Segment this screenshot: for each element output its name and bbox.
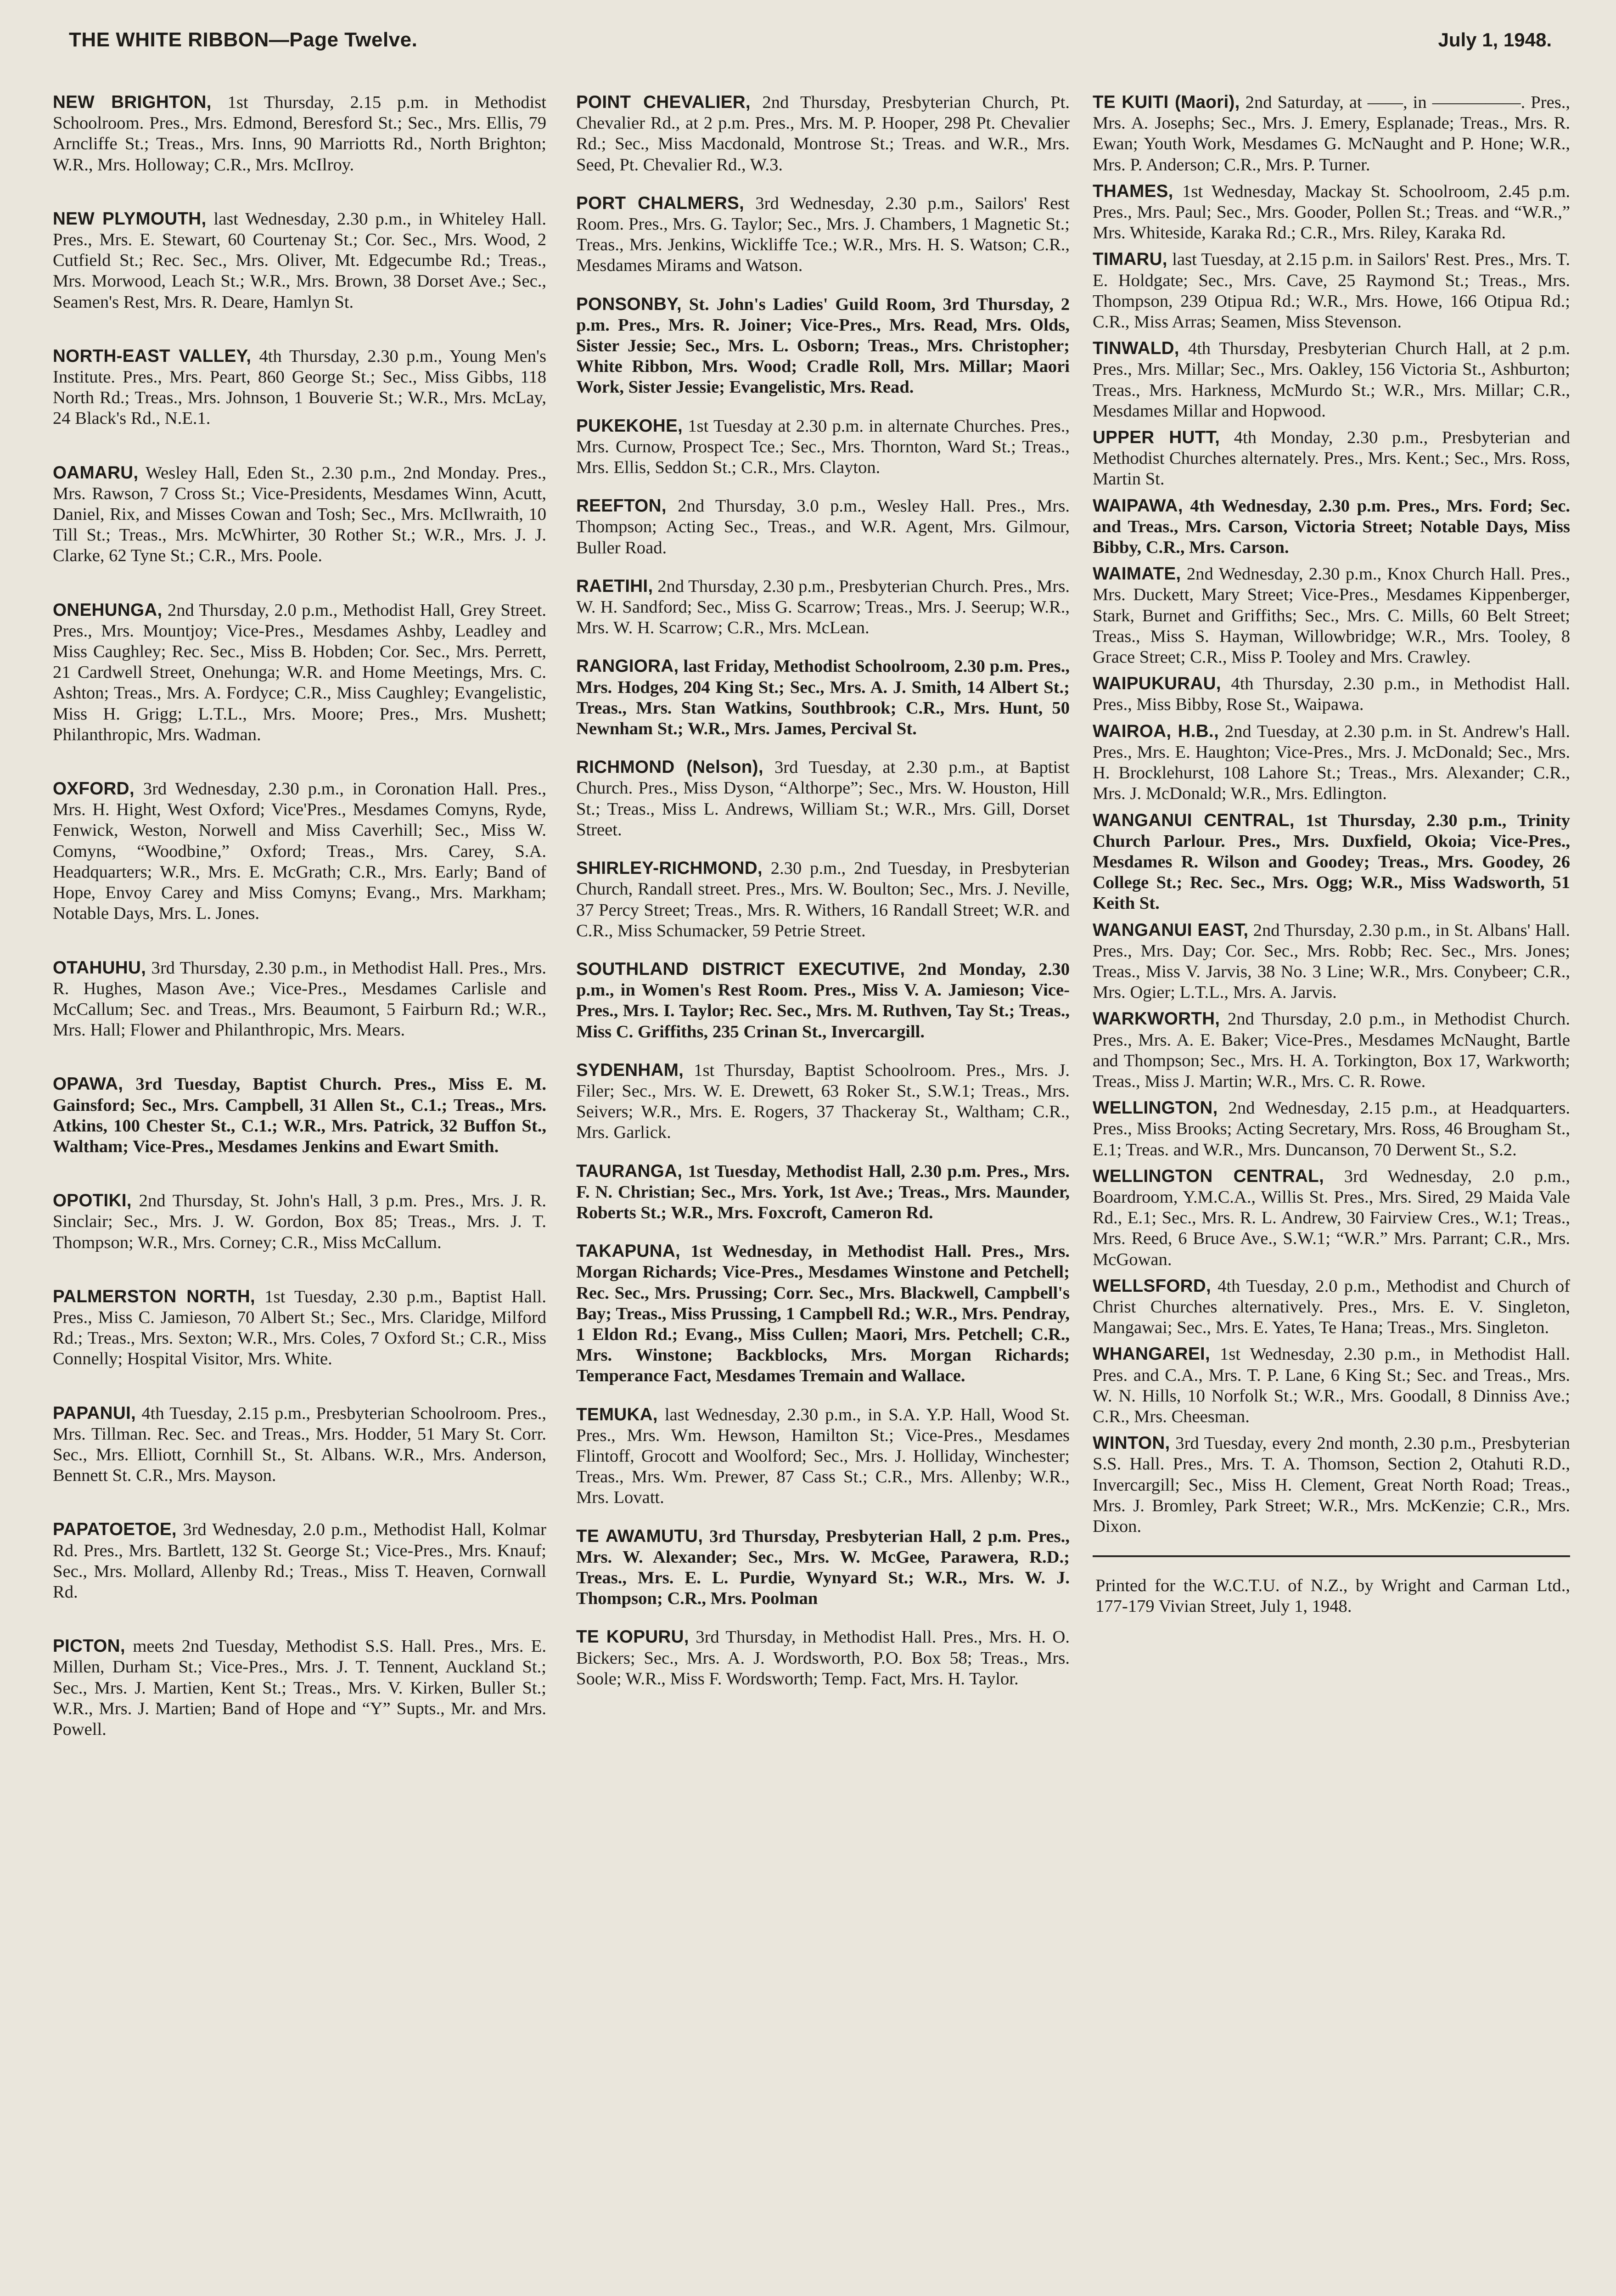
branch-name: SYDENHAM, xyxy=(576,1060,684,1080)
branch-details: 2nd Tuesday, at 2.30 p.m. in St. Andrew's Hall. Pres., Mrs. E. Haughton; Vice-Pres., Mrs. J. McDonald; Sec., Mrs. H. Brocklehurst, 108 Lahore St.; Treas., Mrs. Alexander; C.R., Mrs. J. McDonald; W.R., Mrs. Edlington. xyxy=(1093,721,1570,804)
branch-name: TEMUKA, xyxy=(576,1404,658,1424)
branch-name: TAURANGA, xyxy=(576,1161,683,1181)
branch-entry xyxy=(576,92,1070,175)
branch-entry xyxy=(1093,920,1570,1003)
branch-details: 1st Wednesday, Mackay St. Schoolroom, 2.45 p.m. Pres., Mrs. Paul; Sec., Mrs. Gooder, Pollen St.; Treas. and “W.R.,” Mrs. Whiteside, Karaka Rd.; C.R., Mrs. Riley, Karaka Rd. xyxy=(1093,181,1570,243)
branch-details: 1st Thursday, Baptist Schoolroom. Pres., Mrs. J. Filer; Sec., Mrs. W. E. Drewett, 63 Roker St., S.W.1; Treas., Mrs. Seivers; W.R., Mrs. E. Rogers, 37 Thackeray St., Waltham; C.R., Mrs. Garlick. xyxy=(576,1060,1070,1142)
branch-name: NEW BRIGHTON, xyxy=(53,92,212,112)
branch-entry xyxy=(1093,810,1570,914)
branch-name: WANGANUI CENTRAL, xyxy=(1093,810,1295,830)
branch-entry xyxy=(576,1626,1070,1689)
branch-entry xyxy=(53,346,546,429)
branch-name: PONSONBY, xyxy=(576,294,682,314)
branch-details: last Wednesday, 2.30 p.m., in S.A. Y.P. Hall, Wood St. Pres., Mrs. Wm. Hewson, Hamilton St.; Vice-Pres., Mesdames Flintoff, Grocott and Woolford; Sec., Mrs. J. Holliday, Winchester; Treas., Mrs. Wm. Prewer, 87 Cass St.; C.R., Mrs. Allenby; W.R., Mrs. Lovatt. xyxy=(576,1405,1070,1508)
branch-details: 3rd Tuesday, at 2.30 p.m., at Baptist Church. Pres., Miss Dyson, “Althorpe”; Sec., Mrs. W. Houston, Hill St.; Treas., Miss L. Andrews, William St.; W.R., Mrs. Gill, Dorset Street. xyxy=(576,758,1070,839)
branch-name: WHANGAREI, xyxy=(1093,1344,1210,1364)
branch-entry xyxy=(1093,1097,1570,1160)
branch-details: 2nd Thursday, Presbyterian Church, Pt. Chevalier Rd., at 2 p.m. Pres., Mrs. M. P. Hooper, 298 Pt. Chevalier Rd.; Sec., Miss Macdonald, Montrose St.; Treas. and W.R., Mrs. Seed, Pt. Chevalier Rd., W.3. xyxy=(576,93,1070,174)
column-2 xyxy=(576,92,1070,1707)
branch-name: UPPER HUTT, xyxy=(1093,428,1220,448)
branch-entry xyxy=(53,600,546,745)
issue-date: July 1, 1948. xyxy=(1438,29,1552,51)
branch-entry xyxy=(1093,1166,1570,1270)
branch-details: 3rd Wednesday, 2.0 p.m., Methodist Hall, Kolmar Rd. Pres., Mrs. Bartlett, 132 St. George St.; Vice-Pres., Mrs. Knauf; Sec., Mrs. Mollard, Allenby Rd.; Treas., Miss T. Heaven, Cornwall Rd. xyxy=(53,1520,546,1602)
publication-title: THE WHITE RIBBON—Page Twelve. xyxy=(69,28,418,51)
branch-name: TE AWAMUTU, xyxy=(576,1526,703,1546)
branch-name: OTAHUHU, xyxy=(53,957,146,978)
branch-name: NEW PLYMOUTH, xyxy=(53,208,207,229)
branch-entry xyxy=(576,656,1070,739)
branch-entry xyxy=(576,1161,1070,1224)
branch-entry xyxy=(576,959,1070,1042)
branch-name: WELLSFORD, xyxy=(1093,1276,1212,1296)
branch-details: 3rd Wednesday, 2.30 p.m., in Coronation Hall. Pres., Mrs. H. Hight, West Oxford; Vice'Pres., Mesdames Comyns, Ryde, Fenwick, Weston, Norwell and Miss Caverhill; Sec., Miss W. Comyns, “Woodbine,” Oxford; Treas., Mrs. Carey, S.A. Headquarters; W.R., Mrs. E. McGrath; C.R., Mrs. Early; Band of Hope, Envoy Carey and Miss Comyns; Evang., Mrs. Markham; Notable Days, Mrs. L. Jones. xyxy=(53,779,546,923)
branch-name: TE KOPURU, xyxy=(576,1627,689,1647)
column-3 xyxy=(1093,92,1570,1617)
branch-name: TAKAPUNA, xyxy=(576,1241,681,1261)
branch-details: 4th Thursday, Presbyterian Church Hall, at 2 p.m. Pres., Mrs. Millar; Sec., Mrs. Oakley, 156 Victoria St., Ashburton; Treas., Mrs. Harkness, McMurdo St.; W.R., Mrs. Millar; C.R., Mesdames Millar and Hopwood. xyxy=(1093,339,1570,421)
branch-details: 4th Tuesday, 2.0 p.m., Methodist and Church of Christ Churches alternatively. Pres., Mrs. E. V. Singleton, Mangawai; Sec., Mrs. E. Yates, Te Hana; Treas., Mrs. Singleton. xyxy=(1093,1276,1570,1338)
column-3-entries xyxy=(1093,92,1570,1537)
branch-entry xyxy=(1093,338,1570,422)
branch-name: SOUTHLAND DISTRICT EXECUTIVE, xyxy=(576,959,905,979)
branch-entry xyxy=(576,294,1070,398)
branch-name: OXFORD, xyxy=(53,779,135,799)
running-head xyxy=(69,28,1552,65)
branch-details: last Wednesday, 2.30 p.m., in Whiteley Hall. Pres., Mrs. E. Stewart, 60 Courtenay St.; Cor. Sec., Mrs. Wood, 2 Cutfield St.; Rec. Sec., Mrs. Oliver, Mt. Edgecumbe Rd.; Treas., Mrs. Morwood, Leach St.; W.R., Mrs. Brown, 38 Dorset Ave.; Sec., Seamen's Rest, Mrs. R. Deare, Hamlyn St. xyxy=(53,209,546,312)
branch-entry xyxy=(576,193,1070,276)
branch-name: PAPATOETOE, xyxy=(53,1519,177,1540)
branch-details: last Friday, Methodist Schoolroom, 2.30 p.m. Pres., Mrs. Hodges, 204 King St.; Sec., Mrs. A. J. Smith, 14 Albert St.; Treas., Mrs. Stan Watkins, Southbrook; C.R., Mrs. Hunt, 50 Newnham St.; W.R., Mrs. James, Percival St. xyxy=(576,657,1070,739)
branch-details: 2nd Thursday, 2.30 p.m., in St. Albans' Hall. Pres., Mrs. Day; Cor. Sec., Mrs. Robb; Rec. Sec., Mrs. Jones; Treas., Miss V. Jarvis, 38 No. 3 Line; W.R., Mrs. Conybeer; C.R., Mrs. Ogier; L.T.L., Mrs. A. Jarvis. xyxy=(1093,920,1570,1002)
branch-name: NORTH-EAST VALLEY, xyxy=(53,346,252,366)
branch-details: meets 2nd Tuesday, Methodist S.S. Hall. Pres., Mrs. E. Millen, Durham St.; Vice-Pres., Mrs. J. T. Tennent, Auckland St.; Sec., Mrs. J. Martien, Kent St.; Treas., Mrs. V. Kirken, Buller St.; W.R., Mrs. J. Martien; Band of Hope and “Y” Supts., Mr. and Mrs. Powell. xyxy=(53,1637,546,1739)
branch-entry xyxy=(1093,673,1570,715)
branch-entry xyxy=(1093,427,1570,490)
branch-name: WAIROA, H.B., xyxy=(1093,721,1219,741)
branch-entry xyxy=(576,1404,1070,1508)
branch-details: 2nd Thursday, 2.0 p.m., Methodist Hall, Grey Street. Pres., Mrs. Mountjoy; Vice-Pres., Mesdames Ashby, Leadley and Miss Caughley; Rec. Sec., Miss B. Hobden; Cor. Sec., Mrs. Perrett, 21 Cardwell Street, Onehunga; W.R. and Home Meetings, Mrs. C. Ashton; Treas., Mrs. A. Fordyce; C.R., Miss Caughley; Evangelistic, Miss H. Grigg; L.T.L., Mrs. Moore; Pres., Mrs. Mushett; Philanthropic, Mrs. Wadman. xyxy=(53,600,546,744)
branch-details: 3rd Wednesday, 2.30 p.m., Sailors' Rest Room. Pres., Mrs. G. Taylor; Sec., Mrs. J. Chambers, 1 Magnetic St.; Treas., Mrs. Jenkins, Wickliffe Tce.; W.R., Mrs. H. S. Watson; C.R., Mesdames Mirams and Watson. xyxy=(576,193,1070,276)
branch-details: 1st Tuesday at 2.30 p.m. in alternate Churches. Pres., Mrs. Curnow, Prospect Tce.; Sec., Mrs. Thornton, Ward St.; Treas., Mrs. Ellis, Seddon St.; C.R., Mrs. Clayton. xyxy=(576,416,1070,478)
branch-name: ONEHUNGA, xyxy=(53,600,163,620)
branch-details: last Tuesday, at 2.15 p.m. in Sailors' Rest. Pres., Mrs. T. E. Holdgate; Sec., Mrs. Cave, 25 Raymond St.; Treas., Mrs. Thompson, 239 Otipua Rd.; W.R., Mrs. Howe, 166 Otipua Rd.; C.R., Miss Arras; Seamen, Miss Stevenson. xyxy=(1093,250,1570,332)
branch-details: 4th Monday, 2.30 p.m., Presbyterian and Methodist Churches alternately. Pres., Mrs. Kent.; Sec., Mrs. Ross, Martin St. xyxy=(1093,428,1570,489)
branch-entry xyxy=(1093,721,1570,805)
branch-details: 3rd Thursday, Presbyterian Hall, 2 p.m. Pres., Mrs. W. Alexander; Sec., Mrs. W. McGee, Parawera, R.D.; Treas., Mrs. E. L. Purdie, Wynyard St.; W.R., Mrs. W. J. Thompson; C.R., Mrs. Poolman xyxy=(576,1526,1070,1609)
branch-entry xyxy=(576,1526,1070,1609)
branch-details: 2nd Wednesday, 2.30 p.m., Knox Church Hall. Pres., Mrs. Duckett, Mary Street; Vice-Pres., Mesdames Kippenberger, Stark, Burnet and Griffiths; Sec., Mrs. C. Mills, 60 Belt Street; Treas., Miss S. Hayman, Willowbridge; W.R., Mrs. Tooley, 8 Grace Street; C.R., Miss P. Tooley and Mrs. Crawley. xyxy=(1093,564,1570,667)
branch-details: 1st Thursday, 2.15 p.m. in Methodist Schoolroom. Pres., Mrs. Edmond, Beresford St.; Sec., Mrs. Ellis, 79 Arncliffe St.; Treas., Mrs. Inns, 90 Marriotts Rd., North Brighton; W.R., Mrs. Holloway; C.R., Mrs. McIlroy. xyxy=(53,93,546,174)
branch-details: 2nd Thursday, 2.0 p.m., in Methodist Church. Pres., Mrs. A. E. Baker; Vice-Pres., Mesdames McNaught, Bartle and Thompson; Sec., Mrs. H. A. Torkington, Box 17, Warkworth; Treas., Miss J. Martin; W.R., Mrs. C. R. Rowe. xyxy=(1093,1009,1570,1091)
branch-details: 2nd Thursday, St. John's Hall, 3 p.m. Pres., Mrs. J. R. Sinclair; Sec., Mrs. J. W. Gordon, Box 85; Treas., Mrs. J. T. Thompson; W.R., Mrs. Corney; C.R., Miss McCallum. xyxy=(53,1191,546,1252)
branch-entry xyxy=(576,1060,1070,1143)
branch-details: 3rd Tuesday, Baptist Church. Pres., Miss E. M. Gainsford; Sec., Mrs. Campbell, 31 Allen St., C.1.; Treas., Mrs. Atkins, 100 Chester St., C.1.; W.R., Mrs. Patrick, 32 Buffon St., Waltham; Vice-Pres., Mesdames Jenkins and Ewart Smith. xyxy=(53,1075,546,1156)
branch-entry xyxy=(53,92,546,175)
branch-name: WELLINGTON, xyxy=(1093,1098,1218,1118)
branch-entry xyxy=(53,1403,546,1486)
branch-details: 2nd Thursday, 2.30 p.m., Presbyterian Church. Pres., Mrs. W. H. Sandford; Sec., Miss G. Scarrow; Treas., Mrs. J. Seerup; W.R., Mrs. W. H. Scarrow; C.R., Mrs. McLean. xyxy=(576,576,1070,638)
branch-entry xyxy=(1093,249,1570,332)
branch-name: TINWALD, xyxy=(1093,338,1179,359)
branch-details: 4th Wednesday, 2.30 p.m. Pres., Mrs. Ford; Sec. and Treas., Mrs. Carson, Victoria Street; Notable Days, Miss Bibby, C.R., Mrs. Carson. xyxy=(1093,496,1570,557)
branch-name: POINT CHEVALIER, xyxy=(576,92,751,112)
branch-name: WAIPAWA, xyxy=(1093,495,1183,516)
branch-details: 4th Thursday, 2.30 p.m., in Methodist Hall. Pres., Miss Bibby, Rose St., Waipawa. xyxy=(1093,674,1570,715)
branch-details: 2nd Monday, 2.30 p.m., in Women's Rest Room. Pres., Miss V. A. Jamieson; Vice-Pres., Mrs. I. Taylor; Rec. Sec., Mrs. M. Ruthven, Tay St.; Treas., Miss C. Griffiths, 235 Crinan St., Invercargill. xyxy=(576,959,1070,1041)
branch-details: 3rd Tuesday, every 2nd month, 2.30 p.m., Presbyterian S.S. Hall. Pres., Mrs. T. A. Thomson, Section 2, Otahuti R.D., Invercargill; Sec., Miss H. Clement, Great North Road; Treas., Mrs. J. Bromley, Park Street; W.R., Mrs. McKenzie; C.R., Mrs. Dixon. xyxy=(1093,1434,1570,1536)
branch-name: WARKWORTH, xyxy=(1093,1009,1220,1029)
branch-name: THAMES, xyxy=(1093,181,1173,201)
branch-name: PICTON, xyxy=(53,1636,125,1656)
branch-entry xyxy=(576,1241,1070,1386)
branch-details: 2.30 p.m., 2nd Tuesday, in Presbyterian Church, Randall street. Pres., Mrs. W. Boulton; Sec., Mrs. J. Neville, 37 Percy Street; Treas., Mrs. R. Withers, 16 Randall Street; W.R. and C.R., Miss Schumacker, 59 Petrie Street. xyxy=(576,859,1070,940)
branch-name: WAIPUKURAU, xyxy=(1093,674,1221,694)
branch-entry xyxy=(1093,563,1570,668)
branch-details: 4th Thursday, 2.30 p.m., Young Men's Institute. Pres., Mrs. Peart, 860 George St.; Sec., Miss Gibbs, 118 North Rd.; Treas., Mrs. Johnson, 1 Bouverie St.; W.R., Mrs. McLay, 24 Black's Rd., N.E.1. xyxy=(53,346,546,428)
branch-entry xyxy=(576,858,1070,941)
branch-details: 1st Tuesday, 2.30 p.m., Baptist Hall. Pres., Miss C. Jamieson, 70 Albert St.; Sec., Mrs. Claridge, Milford Rd.; Treas., Mrs. Sexton; W.R., Mrs. Coles, 7 Oxford St.; C.R., Miss Connelly; Hospital Visitor, Mrs. White. xyxy=(53,1287,546,1369)
branch-details: 2nd Thursday, 3.0 p.m., Wesley Hall. Pres., Mrs. Thompson; Acting Sec., Treas., and W.R. Agent, Mrs. Gilmour, Buller Road. xyxy=(576,496,1070,557)
branch-entry xyxy=(53,1190,546,1253)
branch-entry xyxy=(53,208,546,313)
column-1 xyxy=(53,92,546,1773)
branch-name: WANGANUI EAST, xyxy=(1093,920,1249,940)
branch-details: 1st Thursday, 2.30 p.m., Trinity Church Parlour. Pres., Mrs. Duxfield, Okoia; Vice-Pres., Mesdames R. Wilson and Goodey; Treas., Mrs. Goodey, 26 College St.; Rec. Sec., Mrs. Ogg; W.R., Miss Wadsworth, 51 Keith St. xyxy=(1093,810,1570,913)
branch-name: TE KUITI (Maori), xyxy=(1093,92,1240,112)
printer-imprint: Printed for the W.C.T.U. of N.Z., by Wright and Carman Ltd., 177-179 Vivian Street, July 1, 1948. xyxy=(1093,1555,1570,1617)
branch-entry xyxy=(576,495,1070,558)
branch-name: RICHMOND (Nelson), xyxy=(576,757,763,777)
branch-entry xyxy=(1093,495,1570,558)
branch-details: 3rd Thursday, 2.30 p.m., in Methodist Hall. Pres., Mrs. R. Hughes, Mason Ave.; Vice-Pres., Mesdames Carlisle and McCallum; Sec. and Treas., Mrs. Beaumont, 5 Fairburn Rd.; W.R., Mrs. Hall; Flower and Philanthropic, Mrs. Mears. xyxy=(53,958,546,1040)
branch-name: RAETIHI, xyxy=(576,576,653,596)
branch-details: 3rd Thursday, in Methodist Hall. Pres., Mrs. H. O. Bickers; Sec., Mrs. A. J. Wordsworth, P.O. Box 58; Treas., Mrs. Soole; W.R., Miss F. Wordsworth; Temp. Fact, Mrs. H. Taylor. xyxy=(576,1627,1070,1688)
branch-details: Wesley Hall, Eden St., 2.30 p.m., 2nd Monday. Pres., Mrs. Rawson, 7 Cross St.; Vice-Presidents, Mesdames Winn, Acutt, Daniel, Rix, and Misses Cowan and Tosh; Sec., Mrs. McIlwraith, 10 Till St.; Treas., Mrs. McWhirter, 30 Rother St.; W.R., Mrs. J. J. Clarke, 62 Tyne St.; C.R., Mrs. Poole. xyxy=(53,463,547,566)
branch-name: PUKEKOHE, xyxy=(576,416,683,436)
branch-entry xyxy=(53,1636,546,1740)
branch-entry xyxy=(1093,1433,1570,1537)
branch-details: 1st Tuesday, Methodist Hall, 2.30 p.m. Pres., Mrs. F. N. Christian; Sec., Mrs. York, 1st Ave.; Treas., Mrs. Maunder, Roberts St.; W.R., Mrs. Foxcroft, Cameron Rd. xyxy=(576,1161,1070,1222)
branch-entry xyxy=(1093,1008,1570,1092)
branch-entry xyxy=(53,1519,546,1603)
branch-entry xyxy=(53,462,546,567)
branch-name: PALMERSTON NORTH, xyxy=(53,1286,255,1306)
branch-details: 2nd Saturday, at ——, in —————. Pres., Mrs. A. Josephs; Sec., Mrs. J. Emery, Esplanade; Treas., Mrs. R. Ewan; Youth Work, Mesdames G. McNaught and P. Hone; W.R., Mrs. P. Anderson; C.R., Mrs. P. Turner. xyxy=(1093,93,1570,174)
branch-name: OPAWA, xyxy=(53,1074,123,1094)
branch-entry xyxy=(1093,92,1570,175)
branch-name: REEFTON, xyxy=(576,496,667,516)
branch-name: TIMARU, xyxy=(1093,249,1167,270)
branch-name: RANGIORA, xyxy=(576,656,679,676)
branch-entry xyxy=(1093,1276,1570,1339)
branch-entry xyxy=(576,757,1070,840)
branch-entry xyxy=(1093,1344,1570,1427)
branch-name: WELLINGTON CENTRAL, xyxy=(1093,1166,1324,1186)
branch-details: St. John's Ladies' Guild Room, 3rd Thursday, 2 p.m. Pres., Mrs. R. Joiner; Vice-Pres., Mrs. Read, Mrs. Olds, Sister Jessie; Sec., Mrs. L. Osborn; Treas., Mrs. Christopher; White Ribbon, Mrs. Wood; Cradle Roll, Mrs. Millar; Maori Work, Sister Jessie; Evangelistic, Mrs. Read. xyxy=(576,294,1070,397)
branch-entry xyxy=(576,576,1070,639)
branch-name: PORT CHALMERS, xyxy=(576,193,745,213)
branch-entry xyxy=(576,416,1070,478)
branch-details: 2nd Wednesday, 2.15 p.m., at Headquarters. Pres., Miss Brooks; Acting Secretary, Mrs. Ross, 46 Brougham St., E.1; Treas. and W.R., Mrs. Duncanson, 70 Derwent St., S.2. xyxy=(1093,1098,1570,1159)
branch-details: 3rd Wednesday, 2.0 p.m., Boardroom, Y.M.C.A., Willis St. Pres., Mrs. Sired, 29 Maida Vale Rd., E.1; Sec., Mrs. R. L. Andrew, 30 Fairview Cres., W.1; Treas., Mrs. Reed, 6 Bruce Ave., S.W.1; “W.R.” Mrs. Parrant; C.R., Mrs. McGowan. xyxy=(1093,1166,1570,1269)
branch-name: OPOTIKI, xyxy=(53,1191,132,1211)
branch-name: WINTON, xyxy=(1093,1433,1170,1453)
branch-name: OAMARU, xyxy=(53,462,139,483)
branch-name: PAPANUI, xyxy=(53,1403,136,1423)
branch-details: 1st Wednesday, in Methodist Hall. Pres., Mrs. Morgan Richards; Vice-Pres., Mesdames Winstone and Petchell; Rec. Sec., Mrs. Prussing; Corr. Sec., Mrs. Blackwell, Campbell's Bay; Treas., Miss Prussing, 1 Campbell Rd.; W.R., Mrs. Pendray, 1 Eldon Rd.; Evang., Miss Cullen; Maori, Mrs. Petchell; C.R., Mrs. Winstone; Backblocks, Mrs. Morgan Richards; Temperance Fact, Mesdames Tremain and Wallace. xyxy=(576,1242,1070,1386)
branch-name: SHIRLEY-RICHMOND, xyxy=(576,858,763,878)
branch-entry xyxy=(1093,181,1570,244)
branch-entry xyxy=(53,1286,546,1370)
branch-entry xyxy=(53,1074,546,1157)
branch-details: 4th Tuesday, 2.15 p.m., Presbyterian Schoolroom. Pres., Mrs. Tillman. Rec. Sec. and Treas., Mrs. Hodder, 51 Mary St. Corr. Sec., Mrs. Elliott, Cornhill St., St. Albans. W.R., Mrs. Anderson, Bennett St. C.R., Mrs. Mayson. xyxy=(53,1403,546,1486)
branch-details: 1st Wednesday, 2.30 p.m., in Methodist Hall. Pres. and C.A., Mrs. T. P. Lane, 6 King St.; Sec. and Treas., Mrs. W. N. Hills, 10 Norfolk St.; W.R., Mrs. Goodall, 8 Dinniss Ave.; C.R., Mrs. Cheesman. xyxy=(1093,1345,1570,1426)
branch-entry xyxy=(53,778,546,924)
branch-entry xyxy=(53,957,546,1041)
branch-name: WAIMATE, xyxy=(1093,564,1181,584)
